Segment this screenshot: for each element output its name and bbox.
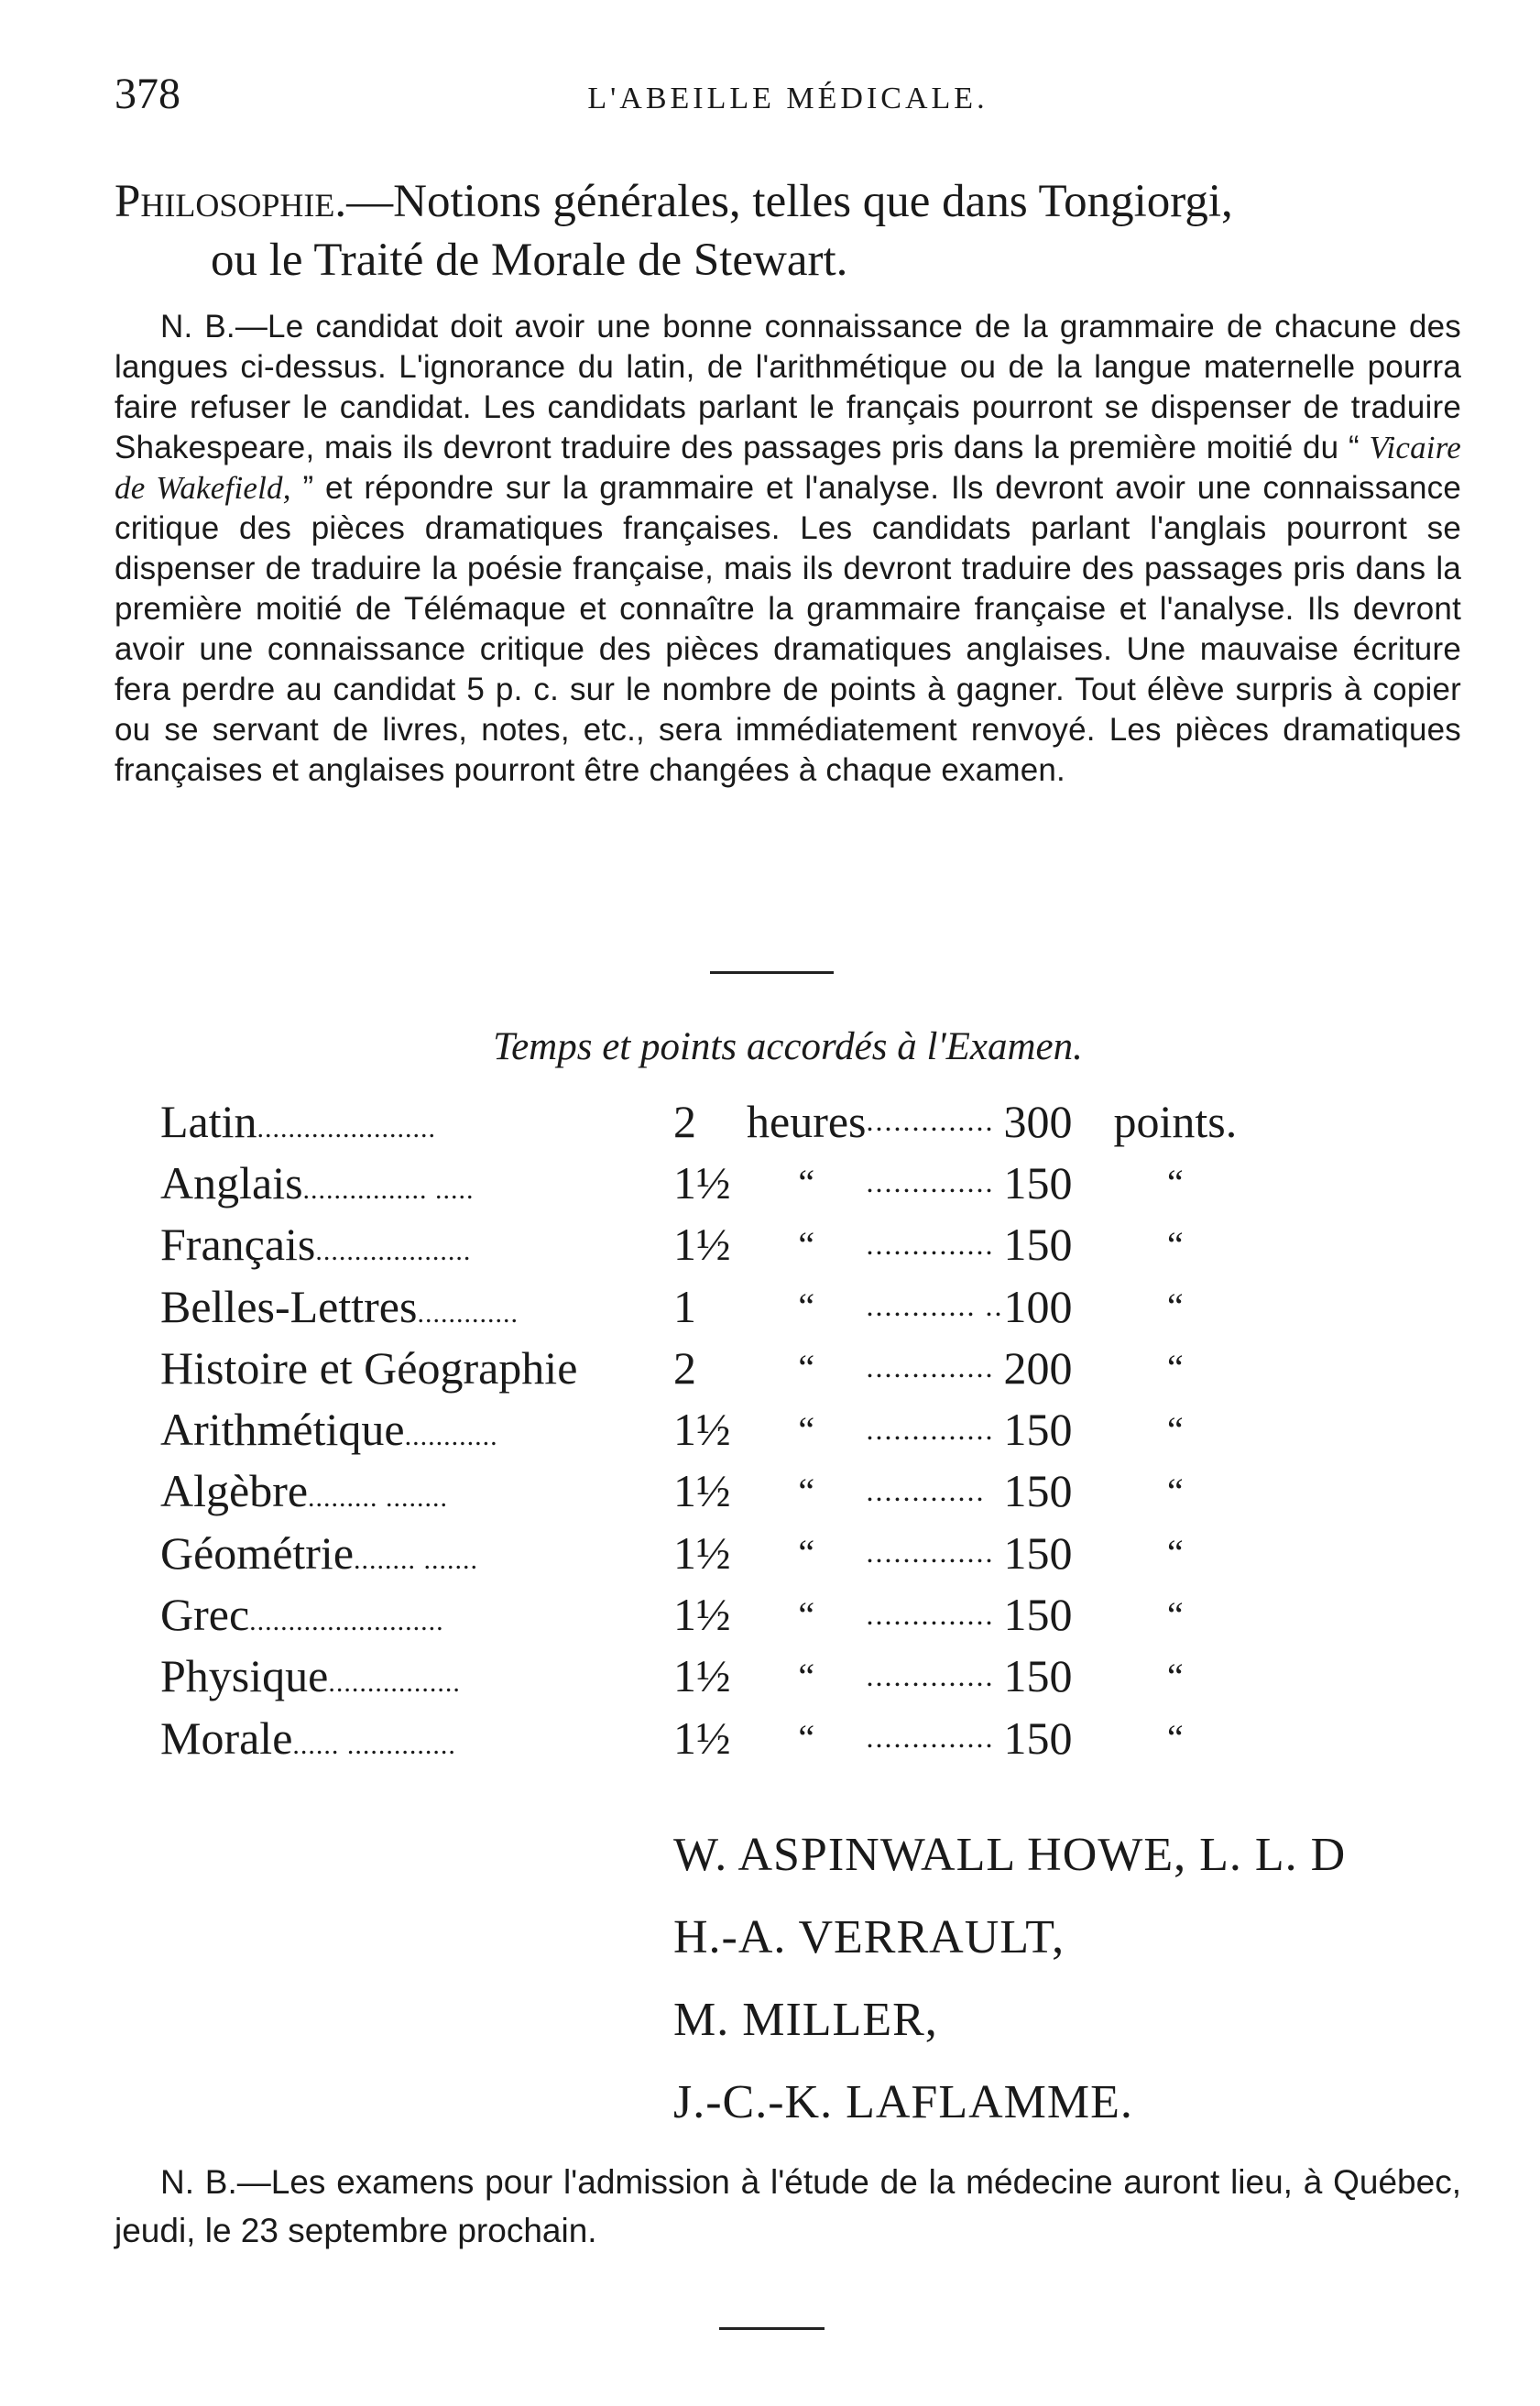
nota-bene-paragraph bbox=[115, 307, 1461, 791]
subject-hours: 2 bbox=[673, 1341, 696, 1394]
signature-verrault: H.-A. VERRAULT, bbox=[673, 1911, 1065, 1963]
philosophie-lead: Philosophie. bbox=[115, 176, 347, 227]
subject-leader: ......................... bbox=[249, 1606, 444, 1637]
subject-leader: .................... bbox=[315, 1236, 472, 1267]
subject-leader: ................ ..... bbox=[302, 1174, 475, 1205]
subject-hours: 1½ bbox=[673, 1526, 731, 1579]
subject-name bbox=[160, 1522, 673, 1583]
subject-points: 300 bbox=[1003, 1095, 1073, 1147]
points-unit: “ bbox=[1166, 1223, 1184, 1265]
points-unit: “ bbox=[1166, 1717, 1184, 1759]
subject-points: 150 bbox=[1003, 1156, 1073, 1208]
closing-note: N. B.—Les examens pour l'admission à l'étude de la médecine auront lieu, à Québec, jeudi, le 23 septembre prochain. bbox=[115, 2163, 1461, 2249]
points-unit: “ bbox=[1166, 1347, 1184, 1389]
points-unit: “ bbox=[1166, 1470, 1184, 1512]
subject-leader: ............ bbox=[404, 1421, 498, 1452]
subject-name bbox=[160, 1152, 673, 1213]
subject-hours: 1½ bbox=[673, 1219, 731, 1271]
subject-points: 150 bbox=[1003, 1219, 1073, 1271]
points-leader: .............. bbox=[866, 1597, 995, 1631]
exam-row bbox=[160, 1152, 1237, 1213]
points-leader: ............ .. bbox=[866, 1289, 1004, 1323]
subject-name bbox=[160, 1337, 673, 1398]
subject-name bbox=[160, 1583, 673, 1645]
nota-bene-italic-title: Vicaire de Wakefield, bbox=[115, 430, 1461, 506]
exam-row bbox=[160, 1707, 1237, 1768]
subject-leader: ................. bbox=[328, 1668, 461, 1699]
exam-row bbox=[160, 1214, 1237, 1275]
subject-hours: 1½ bbox=[673, 1650, 731, 1702]
signature-laflamme: J.-C.-K. LAFLAMME. bbox=[673, 2076, 1133, 2128]
subject-label: Physique bbox=[160, 1650, 329, 1702]
subject-label: Anglais bbox=[160, 1156, 303, 1208]
hours-unit: “ bbox=[798, 1408, 815, 1450]
subject-label: Grec bbox=[160, 1589, 250, 1641]
subject-name bbox=[160, 1398, 673, 1460]
exam-table bbox=[160, 1090, 1237, 1768]
exam-row bbox=[160, 1522, 1237, 1583]
exam-row bbox=[160, 1460, 1237, 1522]
points-leader: .............. bbox=[866, 1104, 995, 1138]
subject-hours: 1½ bbox=[673, 1465, 731, 1517]
subject-label: Géométrie bbox=[160, 1526, 355, 1579]
exam-row bbox=[160, 1646, 1237, 1707]
points-unit: “ bbox=[1166, 1162, 1184, 1204]
subject-points: 150 bbox=[1003, 1404, 1073, 1456]
subject-label: Algèbre bbox=[160, 1465, 309, 1517]
page-number: 378 bbox=[115, 70, 180, 118]
subject-points: 150 bbox=[1003, 1650, 1073, 1702]
points-unit: “ bbox=[1166, 1655, 1184, 1697]
points-leader: .............. bbox=[866, 1351, 995, 1384]
subject-label: Histoire et Géographie bbox=[160, 1341, 578, 1394]
exam-row bbox=[160, 1337, 1237, 1398]
hours-unit: heures bbox=[747, 1095, 867, 1147]
philosophie-text-1: —Notions générales, telles que dans Tongiorgi, bbox=[346, 176, 1233, 227]
subject-name bbox=[160, 1275, 673, 1337]
subject-label: Morale bbox=[160, 1712, 293, 1764]
subject-label: Arithmétique bbox=[160, 1404, 405, 1456]
subject-leader: ...... .............. bbox=[292, 1729, 456, 1760]
hours-unit: “ bbox=[798, 1593, 815, 1635]
running-title: L'ABEILLE MÉDICALE. bbox=[587, 82, 988, 115]
subject-points: 200 bbox=[1003, 1341, 1073, 1394]
points-leader: .............. bbox=[866, 1412, 995, 1446]
philosophie-text-2: ou le Traité de Morale de Stewart. bbox=[211, 235, 848, 286]
hours-unit: “ bbox=[798, 1532, 815, 1574]
points-unit: “ bbox=[1166, 1532, 1184, 1574]
points-leader: .............. bbox=[866, 1536, 995, 1569]
subject-name bbox=[160, 1460, 673, 1522]
section-rule bbox=[710, 971, 834, 974]
points-leader: .............. bbox=[866, 1227, 995, 1261]
subject-leader: ......... ........ bbox=[308, 1482, 449, 1514]
philosophie-paragraph bbox=[115, 172, 1461, 290]
exam-row bbox=[160, 1398, 1237, 1460]
subject-points: 150 bbox=[1003, 1465, 1073, 1517]
subject-hours: 1 bbox=[673, 1280, 696, 1332]
points-unit: “ bbox=[1166, 1593, 1184, 1635]
subject-name bbox=[160, 1214, 673, 1275]
running-head bbox=[115, 69, 1461, 133]
hours-unit: “ bbox=[798, 1655, 815, 1697]
points-leader: .............. bbox=[866, 1721, 995, 1755]
signature-miller: M. MILLER, bbox=[673, 1994, 938, 2046]
exam-row bbox=[160, 1275, 1237, 1337]
subject-label: Français bbox=[160, 1219, 316, 1271]
exam-table-title: Temps et points accordés à l'Examen. bbox=[493, 1025, 1083, 1068]
subject-points: 150 bbox=[1003, 1526, 1073, 1579]
exam-row bbox=[160, 1583, 1237, 1645]
subject-leader: ....................... bbox=[257, 1112, 437, 1143]
points-leader: .............. bbox=[866, 1658, 995, 1692]
points-unit: “ bbox=[1166, 1285, 1184, 1328]
nota-bene-part-2: ” et répondre sur la grammaire et l'analyse. Ils devront avoir une connaissance critique des pièces dramatiques françaises. Les candidats parlant l'anglais pourront se dispenser de traduire la poésie française, mais ils devront traduire des passages pris dans la première moitié de Télémaque et connaître la grammaire française et l'analyse. Ils devront avoir une connaissance critique des pièces dramatiques anglaises. Une mauvaise écriture fera perdre au candidat 5 p. c. sur le nombre de points à gagner. Tout élève surpris à copier ou se servant de livres, notes, etc., sera immédiatement renvoyé. Les pièces dramatiques françaises et anglaises pourront être changées à chaque examen. bbox=[115, 470, 1461, 788]
subject-label: Belles-Lettres bbox=[160, 1280, 418, 1332]
subject-points: 150 bbox=[1003, 1589, 1073, 1641]
subject-name bbox=[160, 1090, 673, 1152]
points-unit: “ bbox=[1166, 1408, 1184, 1450]
subject-hours: 1½ bbox=[673, 1156, 731, 1208]
subject-leader: ............. bbox=[417, 1297, 519, 1329]
hours-unit: “ bbox=[798, 1470, 815, 1512]
hours-unit: “ bbox=[798, 1717, 815, 1759]
subject-leader: ........ ....... bbox=[354, 1544, 479, 1575]
hours-unit: “ bbox=[798, 1347, 815, 1389]
nota-bene-part-1: N. B.—Le candidat doit avoir une bonne connaissance de la grammaire de chacune des langues ci-dessus. L'ignorance du latin, de l'arithmétique ou de la langue maternelle pourra faire refuser le candidat. Les candidats parlant le français pourront se dispenser de traduire Shakespeare, mais ils devront traduire des passages pris dans la première moitié du “ bbox=[115, 309, 1461, 465]
subject-hours: 1½ bbox=[673, 1712, 731, 1764]
points-leader: ............. bbox=[866, 1473, 986, 1507]
subject-hours: 1½ bbox=[673, 1404, 731, 1456]
subject-hours: 1½ bbox=[673, 1589, 731, 1641]
hours-unit: “ bbox=[798, 1162, 815, 1204]
exam-row bbox=[160, 1090, 1237, 1152]
points-leader: .............. bbox=[866, 1165, 995, 1199]
hours-unit: “ bbox=[798, 1223, 815, 1265]
subject-points: 150 bbox=[1003, 1712, 1073, 1764]
signature-howe: W. ASPINWALL HOWE, L. L. D bbox=[673, 1829, 1347, 1881]
hours-unit: “ bbox=[798, 1285, 815, 1328]
subject-label: Latin bbox=[160, 1095, 257, 1147]
points-unit: points. bbox=[1113, 1095, 1238, 1147]
subject-name bbox=[160, 1646, 673, 1707]
subject-hours: 2 bbox=[673, 1095, 696, 1147]
end-rule bbox=[719, 2327, 825, 2330]
subject-points: 100 bbox=[1003, 1280, 1073, 1332]
subject-name bbox=[160, 1707, 673, 1768]
signatures bbox=[673, 1814, 1498, 2144]
